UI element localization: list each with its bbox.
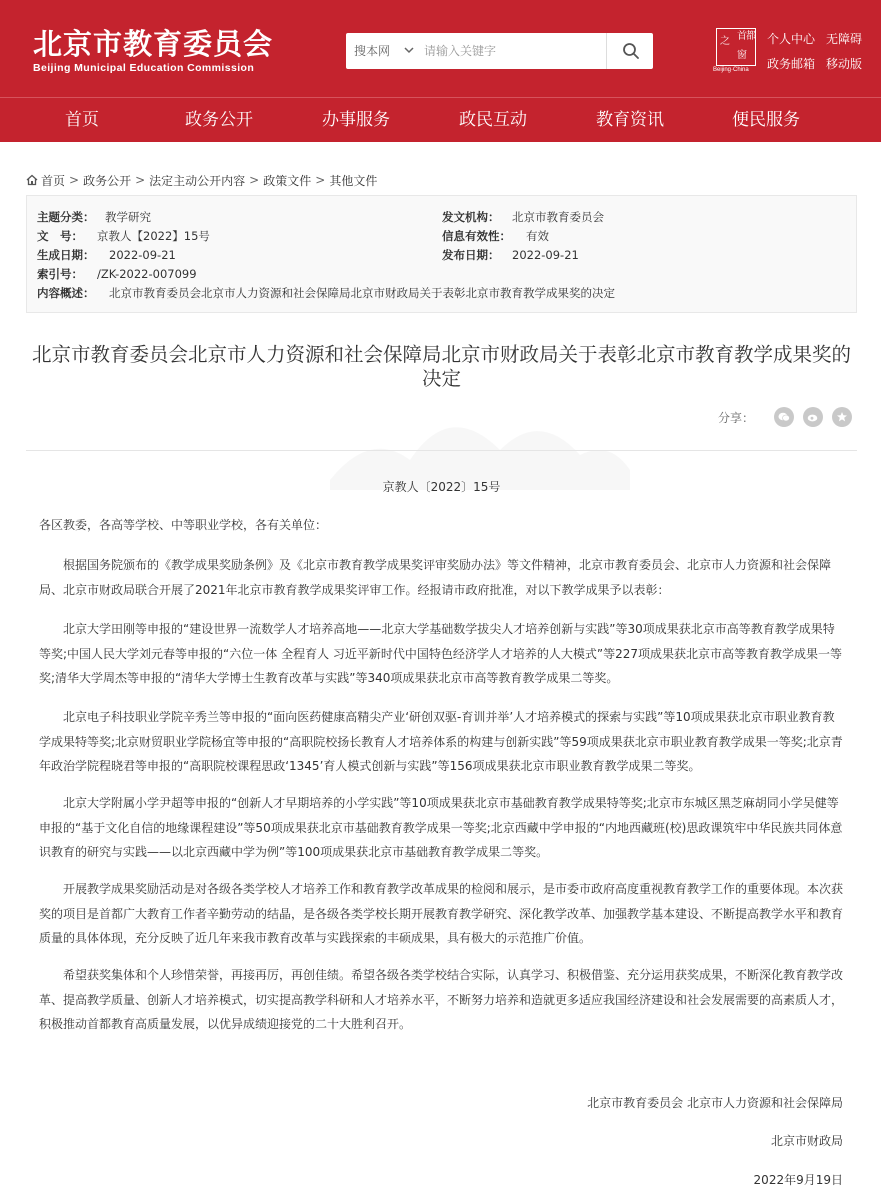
search-input[interactable] (424, 37, 594, 65)
article-paragraph: 希望获奖集体和个人珍惜荣誉，再接再厉，再创佳绩。希望各级各类学校结合实际，认真学习、积极借鉴、充分运用获奖成果，不断深化教育教学改革、提高教学质量、创新人才培养模式，切实提高教学科研和人才培养水平，不断努力培养和造就更多适应我国经济建设和社会发展需要的高素质人才，积极推动首都教育高质量发展，以优异成绩迎接党的二十大胜利召开。 (39, 968, 844, 1031)
article-divider (26, 450, 857, 451)
search-button[interactable] (608, 33, 653, 69)
article-paragraph: 北京电子科技职业学院辛秀兰等申报的“面向医药健康高精尖产业‘研创双驱-育训并举’人才培养模式的探索与实践”等10项成果获北京市职业教育教学成果特等奖;北京财贸职业学院杨宜等申报的“高职院校扬长教育人才培养体系的构建与创新实践”等59项成果获北京市职业教育教学成果一等奖;北京青年政治学院程晓君等申报的“高职院校课程思政‘1345’育人模式创新与实践”等156项成果获北京市职业教育教学成果二等奖。 (39, 710, 843, 773)
meta-value: 2022-09-21 (512, 248, 579, 262)
capital-window-logo[interactable] (716, 28, 756, 66)
nav-item-public-services[interactable]: 便民服务 (732, 110, 800, 130)
meta-topic (37, 209, 151, 225)
nav-item-gov-affairs[interactable]: 政务公开 (185, 110, 253, 130)
signatories-line-1: 北京市教育委员会 北京市人力资源和社会保障局 (587, 1096, 843, 1110)
article-title: 北京市教育委员会北京市人力资源和社会保障局北京市财政局关于表彰北京市教育教学成果奖的决定 (31, 343, 851, 390)
meta-issuer (442, 209, 604, 225)
chevron-down-icon[interactable] (403, 44, 415, 56)
signing-date: 2022年9月19日 (753, 1173, 843, 1187)
meta-validity (442, 228, 549, 244)
search-divider (606, 33, 607, 69)
article-paragraph: 开展教学成果奖励活动是对各级各类学校人才培养工作和教育教学改革成果的检阅和展示，是市委市政府高度重视教育教学工作的重要体现。本次获奖的项目是首都广大教育工作者辛勤劳动的结晶，是各级各类学校长期开展教育教学研究、深化教学改革、加强教学基本建设、不断提高教学水平和教育质量的具体体现，充分反映了近几年来我市教育改革与实践探索的丰硕成果，具有极大的示范推广价值。 (39, 882, 844, 945)
nav-item-services[interactable]: 办事服务 (322, 110, 390, 130)
share-label: 分享： (718, 410, 755, 425)
meta-value: 教学研究 (105, 210, 151, 224)
search-bar (346, 33, 653, 69)
nav-item-news[interactable]: 教育资讯 (596, 110, 664, 130)
site-header (0, 0, 881, 97)
capital-window-caption: Beijing·China (713, 67, 749, 73)
meta-created (37, 247, 176, 263)
article-paragraph: 根据国务院颁布的《教学成果奖励条例》及《北京市教育教学成果奖评审奖励办法》等文件精神，北京市教育委员会、北京市人力资源和社会保障局、北京市财政局联合开展了2021年北京市教育教学成果奖评审工作。经报请市政府批准，对以下教学成果予以表彰： (39, 558, 832, 597)
meta-value: 有效 (526, 229, 549, 243)
nav-item-home[interactable]: 首页 (65, 110, 99, 130)
breadcrumb-separator: > (69, 173, 80, 187)
accessibility-link[interactable]: 无障碍 (826, 32, 863, 46)
meta-docno (37, 228, 210, 244)
meta-label: 文 号： (37, 229, 83, 243)
seal-char: 首 (737, 31, 747, 42)
share-bar (718, 407, 852, 427)
breadcrumb-item[interactable]: 其他文件 (329, 173, 378, 188)
meta-value: /ZK-2022-007099 (97, 267, 197, 281)
personal-center-link[interactable]: 个人中心 (767, 32, 816, 46)
gov-mail-link[interactable]: 政务邮箱 (767, 57, 816, 71)
meta-published (442, 247, 579, 263)
breadcrumb-separator: > (135, 173, 146, 187)
meta-label: 发文机构： (442, 210, 500, 224)
article-salutation: 各区教委，各高等学校、中等职业学校，各有关单位： (39, 518, 328, 532)
seal-char: 窗 (737, 50, 747, 61)
document-metadata (26, 195, 857, 313)
seal-char: 之 (720, 36, 730, 47)
meta-label: 主题分类： (37, 210, 95, 224)
meta-label: 信息有效性： (442, 229, 511, 243)
breadcrumb-separator: > (315, 173, 326, 187)
main-nav (0, 97, 881, 142)
breadcrumb (26, 172, 377, 188)
meta-value: 北京市教育委员会北京市人力资源和社会保障局北京市财政局关于表彰北京市教育教学成果奖的决定 (109, 286, 615, 300)
meta-label: 内容概述： (37, 286, 95, 300)
weibo-share-icon[interactable] (803, 407, 823, 427)
document-number: 京教人〔2022〕15号 (382, 480, 501, 494)
site-logo-subtitle: Beijing Municipal Education Commission (33, 62, 255, 74)
meta-label: 发布日期： (442, 248, 500, 262)
nav-item-interaction[interactable]: 政民互动 (459, 110, 527, 130)
meta-index (37, 266, 197, 282)
site-logo-title[interactable]: 北京市教育委员会 (33, 27, 274, 61)
mobile-version-link[interactable]: 移动版 (826, 57, 863, 71)
meta-label: 索引号： (37, 267, 83, 281)
wechat-share-icon[interactable] (774, 407, 794, 427)
article-paragraph: 北京大学田刚等申报的“建设世界一流数学人才培养高地——北京大学基础数学拔尖人才培养创新与实践”等30项成果获北京市高等教育教学成果特等奖;中国人民大学刘元春等申报的“六位一体 全程育人 习近平新时代中国特色经济学人才培养的人大模式”等227项成果获北京市高等教育教学成果一等奖;清华大学周杰等申报的“清华大学博士生教育改革与实践”等340项成果获北京市高等教育教学成果二等奖。 (39, 622, 843, 685)
meta-label: 生成日期： (37, 248, 95, 262)
home-icon (26, 174, 38, 186)
breadcrumb-item[interactable]: 首页 (41, 173, 66, 188)
search-icon (622, 42, 640, 60)
signatories-line-2: 北京市财政局 (770, 1134, 843, 1148)
meta-value: 2022-09-21 (109, 248, 176, 262)
article-paragraph: 北京大学附属小学尹超等申报的“创新人才早期培养的小学实践”等10项成果获北京市基础教育教学成果特等奖;北京市东城区黑芝麻胡同小学吴健等申报的“基于文化自信的地缘课程建设”等50项成果获北京市基础教育教学成果一等奖;北京西藏中学申报的“内地西藏班(校)思政课筑牢中华民族共同体意识教育的研究与实践——以北京西藏中学为例”等100项成果获北京市基础教育教学成果二等奖。 (39, 796, 843, 859)
breadcrumb-item[interactable]: 政务公开 (83, 173, 132, 188)
favorite-star-icon[interactable] (832, 407, 852, 427)
meta-summary (37, 285, 615, 301)
search-scope-select[interactable]: 搜本网 (354, 44, 391, 58)
meta-value: 北京市教育委员会 (512, 210, 604, 224)
seal-char: 都 (746, 31, 756, 42)
breadcrumb-item[interactable]: 法定主动公开内容 (149, 173, 246, 188)
breadcrumb-item[interactable]: 政策文件 (263, 173, 312, 188)
meta-value: 京教人【2022】15号 (97, 229, 210, 243)
breadcrumb-separator: > (249, 173, 260, 187)
